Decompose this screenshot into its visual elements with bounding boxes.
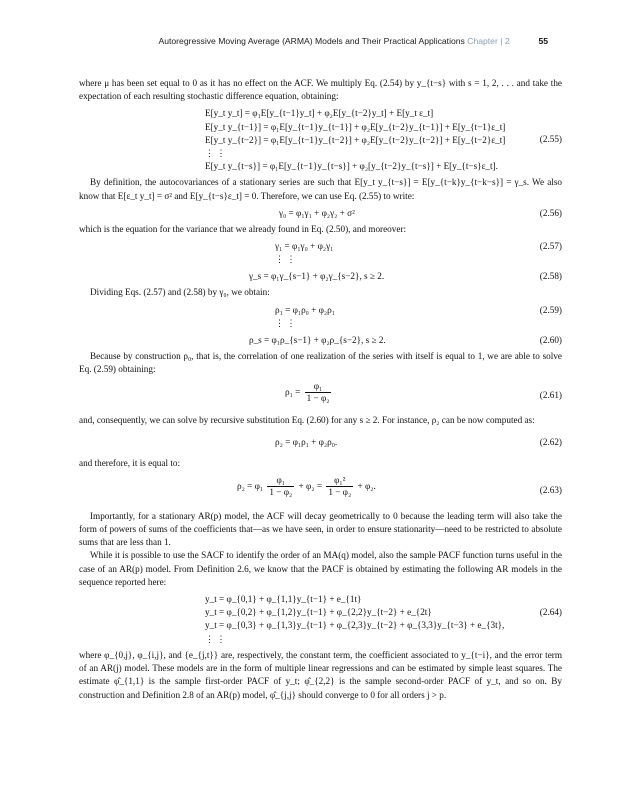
equation-2-59 [79, 304, 562, 330]
page-body [79, 77, 562, 702]
eq255-line-3: E[y_t y_{t−2}] = φ₁E[y_{t−1}y_{t−2}] + φ₂E[y_{t−2}y_{t−2}] + E[y_{t−2}ε_t] [205, 134, 506, 145]
eq256-text: γ₀ = φ₁γ₁ + φ₂γ₂ + σ² [279, 207, 355, 218]
eq262-text: ρ₂ = φ₁ρ₁ + φ₂ρ₀. [275, 436, 338, 447]
eq263-mid: + φ₂ = [298, 480, 323, 491]
eq259-text: ρ₁ = φ₁ρ₀ + φ₂ρ₁ [275, 304, 335, 315]
eq264-line-3: y_t = φ_{0,3} + φ_{1,3}y_{t−1} + φ_{2,3}y_{t−2} + φ_{3,3}y_{t−3} + e_{3t}, [205, 620, 505, 631]
eq261-lhs: ρ₁ = [285, 387, 301, 398]
eq261-numerator: φ₁ [305, 381, 332, 393]
eq262-number: (2.62) [539, 436, 562, 447]
equation-2-55 [79, 107, 562, 173]
eq255-number: (2.55) [539, 134, 562, 145]
eq260-number: (2.60) [539, 335, 562, 346]
equation-2-63 [79, 475, 562, 507]
running-header [78, 36, 548, 46]
equation-2-56 [79, 207, 562, 220]
equation-2-64 [79, 593, 562, 646]
eq263-f1-numerator: φ₁ [267, 475, 294, 487]
eq256-number: (2.56) [539, 207, 562, 218]
eq257-number: (2.57) [539, 241, 562, 252]
eq261-number: (2.61) [539, 390, 562, 401]
paragraph-3: which is the equation for the variance that we already found in Eq. (2.50), and moreover: [79, 223, 407, 234]
paragraph-7: and therefore, it is equal to: [79, 457, 181, 468]
eq255-line-1: E[y_t y_t] = φ₁E[y_{t−1}y_t] + φ₂E[y_{t−2}y_t] + E[y_t ε_t] [205, 108, 434, 119]
paragraph-4: Dividing Eqs. (2.57) and (2.58) by γ₀, we obtain: [90, 287, 270, 298]
paragraph-9: While it is possible to use the SACF to identify the order of an MA(q) model, also the sample PACF function turns useful in the case of an AR(p) model. From Definition 2.6, we know that the PACF is obtained by estimating the following AR models in the sequence reported here: [79, 550, 562, 587]
eq263-f2-denominator: 1 − φ₂ [328, 486, 352, 497]
eq264-line-1: y_t = φ_{0,1} + φ_{1,1}y_{t−1} + e_{1t} [205, 594, 362, 605]
paragraph-2: By definition, the autocovariances of a stationary series are such that E[y_t y_{t−s}] = E[y_{t−k}y_{t−k−s}] = γ_s. We also know that E[ε_t y_t] = σ² and E[y_{t−s}ε_t] = 0. Therefore, we can use Eq. (2.55) to write: [79, 177, 562, 201]
equation-2-57 [79, 240, 562, 266]
eq263-fraction-2 [326, 475, 353, 498]
eq263-tail: + φ₂. [357, 480, 376, 491]
eq258-number: (2.58) [539, 271, 562, 282]
paragraph-6: and, consequently, we can solve by recursive substitution Eq. (2.60) for any s ≥ 2. For instance, ρ₂ can be now computed as: [79, 415, 535, 426]
header-chapter: Chapter | 2 [467, 36, 510, 46]
equation-2-61 [79, 381, 562, 411]
eq259-number: (2.59) [539, 304, 562, 315]
eq264-number: (2.64) [539, 607, 562, 618]
eq263-f2-numerator: φ₁² [326, 475, 353, 487]
eq260-text: ρ_s = φ₁ρ_{s−1} + φ₂ρ_{s−2}, s ≥ 2. [249, 335, 386, 346]
eq255-line-5: E[y_t y_{t−s}] = φ₁E[y_{t−1}y_{t−s}] + φ₂[y_{t−2}y_{t−s}] + E[y_{t−s}ε_t]. [205, 161, 498, 172]
eq255-line-2: E[y_t y_{t−1}] = φ₁E[y_{t−1}y_{t−1}] + φ₂E[y_{t−2}y_{t−1}] + E[y_{t−1}ε_t] [205, 121, 506, 132]
eq255-line-4: ⋮ ⋮ [205, 148, 226, 159]
equation-2-60 [79, 334, 562, 347]
paragraph-8: Importantly, for a stationary AR(p) model, the ACF will decay geometrically to 0 because the leading term will also take the form of powers of sums of the coefficients that—as we have seen, in order to ensure stationarity—need to be restricted to absolute sums that are less than 1. [79, 510, 562, 548]
paragraph-5: Because by construction ρ₀, that is, the correlation of one realization of the series with itself is equal to 1, we are able to solve Eq. (2.59) obtaining: [79, 351, 562, 375]
page-number: 55 [538, 36, 548, 46]
eq261-fraction [305, 381, 332, 404]
eq264-line-4: ⋮ ⋮ [205, 633, 226, 644]
header-title: Autoregressive Moving Average (ARMA) Models and Their Practical Applications [158, 36, 465, 46]
eq263-number: (2.63) [539, 484, 562, 495]
paragraph-10: where φ_{0,j}, φ_{i,j}, and {e_{j,t}} are, respectively, the constant term, the coefficient associated to y_{t−i}, and the error term of an AR(j) model. These models are in the form of multiple linear regressions and can be estimated by simple least squares. The estimate φ̂_{1,1} is the sample first-order PACF of y_t; φ̂_{2,2} is the sample second-order PACF of y_t, and so on. By construction and Definition 2.8 of an AR(p) model, φ̂_{j,j} should converge to 0 for all orders j > p. [79, 649, 562, 700]
eq263-f1-denominator: 1 − φ₂ [269, 486, 293, 497]
eq263-fraction-1 [267, 475, 294, 498]
eq257-text: γ₁ = φ₁γ₀ + φ₂γ₁ [275, 241, 334, 252]
equation-2-62 [79, 436, 562, 449]
eq264-line-2: y_t = φ_{0,2} + φ_{1,2}y_{t−1} + φ_{2,2}y_{t−2} + e_{2t} [205, 607, 432, 618]
eq258-text: γ_s = φ₁γ_{s−1} + φ₂γ_{s−2}, s ≥ 2. [249, 271, 385, 282]
eq257-dots: ⋮ ⋮ [275, 254, 296, 265]
eq261-denominator: 1 − φ₂ [306, 393, 330, 404]
paragraph-1: where μ has been set equal to 0 as it has no effect on the ACF. We multiply Eq. (2.54) by y_{t−s} with s = 1, 2, . . . and take the expectation of each resulting stochastic difference equation, obtaining: [79, 78, 562, 102]
eq259-dots: ⋮ ⋮ [275, 317, 296, 328]
eq263-lhs: ρ₂ = φ₁ [237, 480, 264, 491]
equation-2-58 [79, 270, 562, 283]
